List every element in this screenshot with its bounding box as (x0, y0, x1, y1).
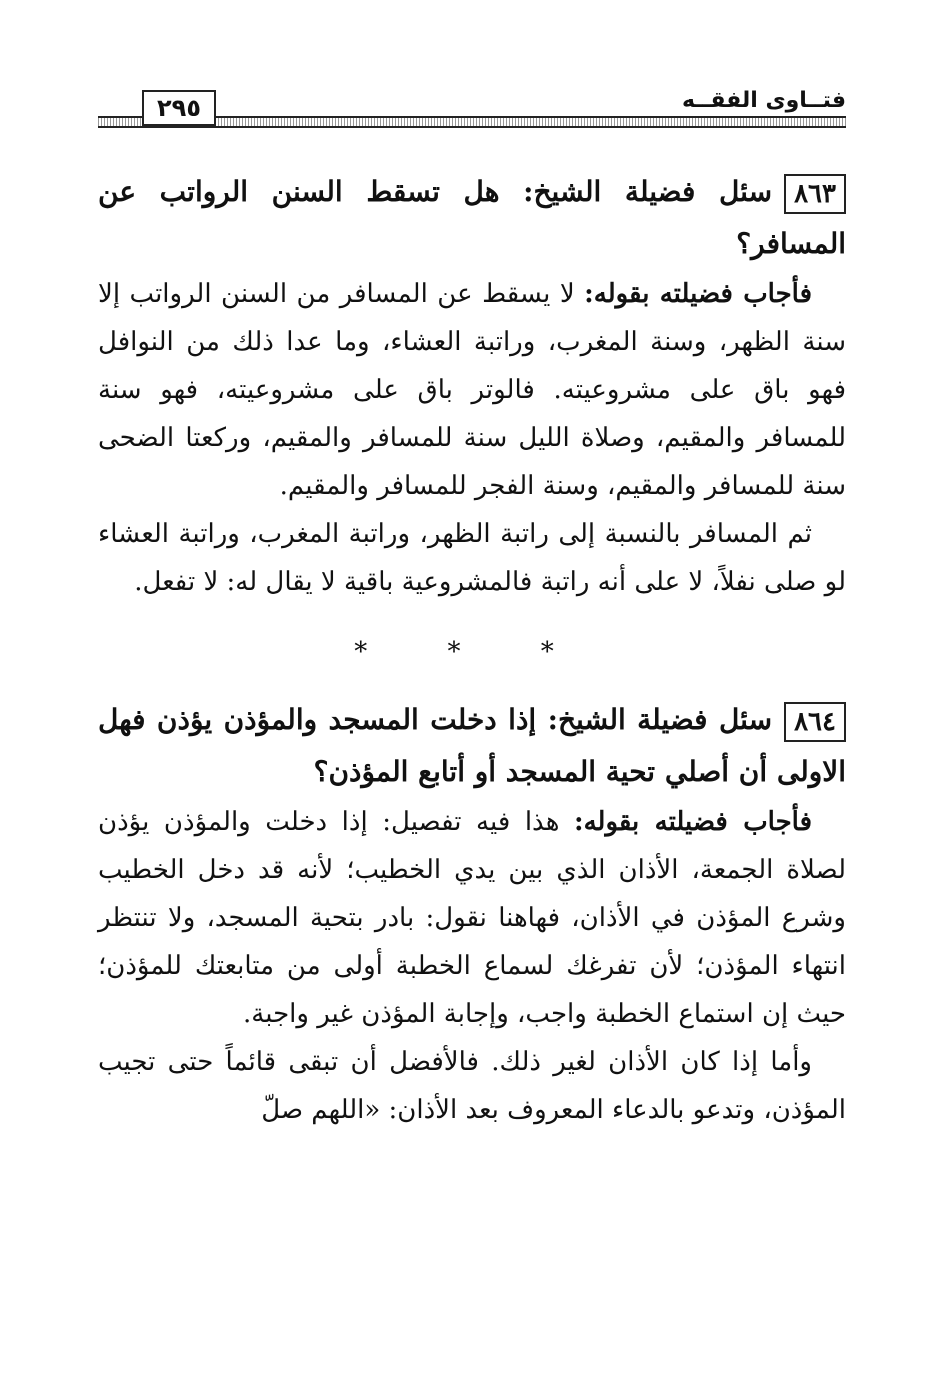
answer-863-text: لا يسقط عن المسافر من السنن الرواتب إلا سنة الظهر، وسنة المغرب، وراتبة العشاء، وما عدا ذلك من النوافل فهو باق على مشروعيته. فالوتر باق على مشروعيته، فهو سنة للمسافر والمقيم، وصلاة الليل سنة للمسافر والمقيم، وركعتا الضحى سنة للمسافر والمقيم، وسنة الفجر للمسافر والمقيم. (98, 279, 846, 501)
page-body (98, 166, 846, 1134)
page-header (98, 88, 846, 134)
question-number-863: ٨٦٣ (784, 174, 846, 214)
answer-864-paragraph-2: وأما إذا كان الأذان لغير ذلك. فالأفضل أن تبقى قائماً حتى تجيب المؤذن، وتدعو بالدعاء المعروف بعد الأذان: «اللهم صلّ (98, 1047, 846, 1125)
section-separator: * * * (354, 637, 590, 667)
question-863-heading (98, 166, 846, 270)
answer-864-text: هذا فيه تفصيل: إذا دخلت والمؤذن يؤذن لصلاة الجمعة، الأذان الذي بين يدي الخطيب؛ لأنه قد دخل الخطيب وشرع المؤذن في الأذان، فهاهنا نقول: بادر بتحية المسجد، ولا تنتظر انتهاء المؤذن؛ لأن تفرغك لسماع الخطبة أولى من متابعتك للمؤذن؛ حيث إن استماع الخطبة واجب، وإجابة المؤذن غير واجبة. (98, 807, 846, 1029)
answer-863-lead: فأجاب فضيلته بقوله: (584, 279, 813, 309)
answer-864 (98, 798, 846, 1038)
question-863-text: سئل فضيلة الشيخ: هل تسقط السنن الرواتب عن المسافر؟ (98, 175, 846, 260)
answer-863-paragraph-2: ثم المسافر بالنسبة إلى راتبة الظهر، وراتبة المغرب، وراتبة العشاء لو صلى نفلاً، لا على أنه راتبة فالمشروعية باقية لا يقال له: لا تفعل. (98, 519, 846, 597)
question-864-text: سئل فضيلة الشيخ: إذا دخلت المسجد والمؤذن يؤذن فهل الاولى أن أصلي تحية المسجد أو أتابع المؤذن؟ (98, 703, 846, 788)
page-number: ٢٩٥ (142, 90, 216, 126)
answer-863 (98, 270, 846, 510)
answer-864-lead: فأجاب فضيلته بقوله: (574, 807, 813, 837)
question-864-heading (98, 694, 846, 798)
book-title: فتــاوى الفقــه (681, 88, 846, 113)
question-number-864: ٨٦٤ (784, 702, 846, 742)
